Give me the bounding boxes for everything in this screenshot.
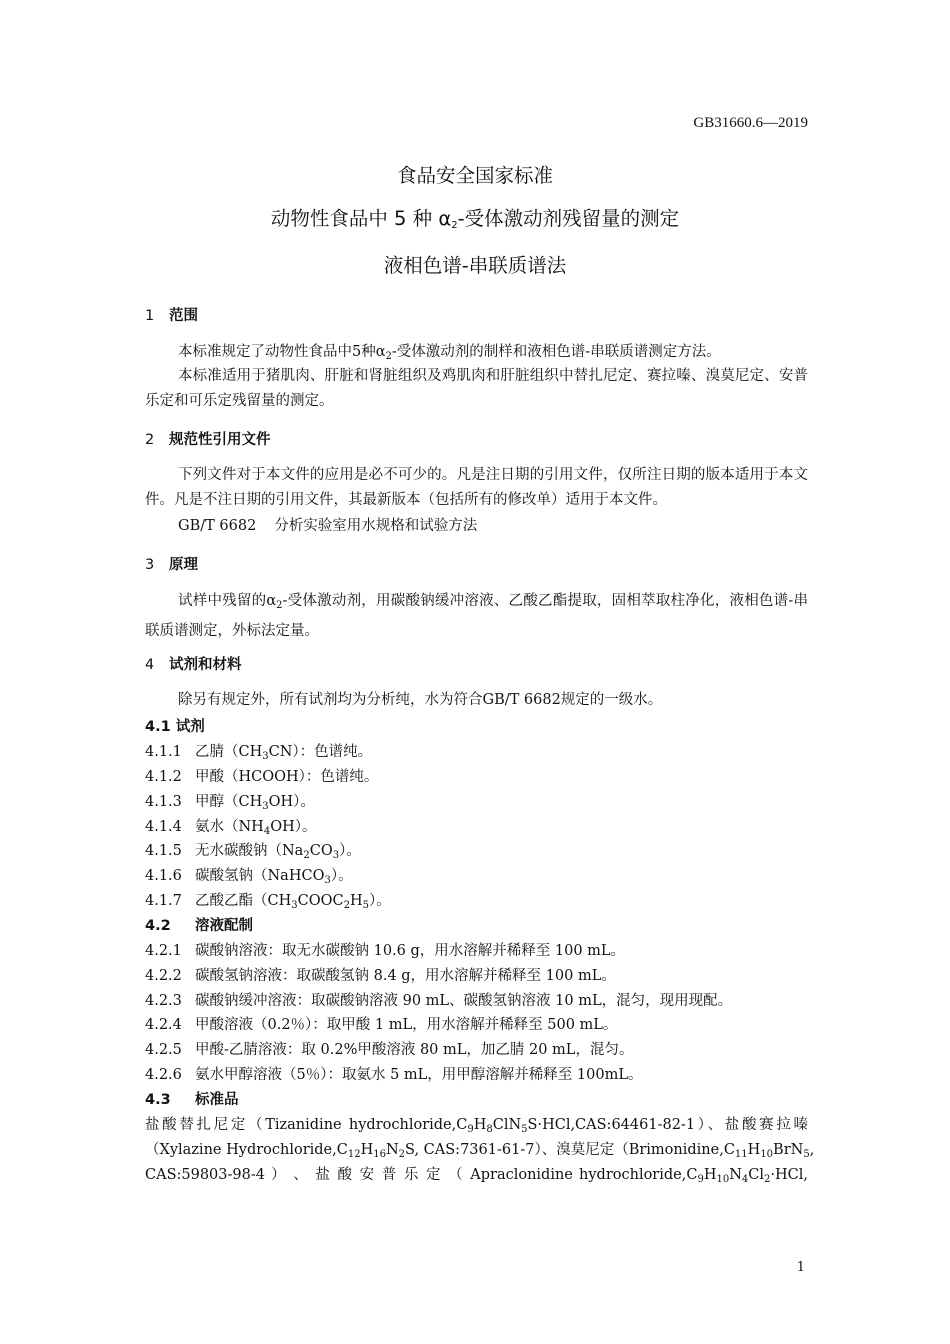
reagent-item-4-1-5: 4.1.5 无水碳酸钠$(Na_2CO_3)$。 xyxy=(145,843,361,861)
document-title-line3: 液相色谱-串联质谱法 xyxy=(383,254,567,277)
subsection-heading-4-2: 4.2 溶液配制 xyxy=(145,918,253,934)
standards-line-1: 盐酸替扎尼定（Tizanidine $hydrochloride,C_9H_8ClN_5S\cdot HCl,CAS:64461-82-1$）、盐酸赛拉嗪 xyxy=(145,1117,808,1135)
reagent-item-4-1-6: 4.1.6 碳酸氢钠（NaHCO$_3$）。 xyxy=(145,868,353,886)
reagent-item-4-1-2: 4.1.2 甲酸（HCOOH）：色谱纯。 xyxy=(145,769,379,785)
reagent-item-4-1-1: 4.1.1 乙腈$(CH_3CN)$：色谱纯。 xyxy=(145,744,373,762)
reagent-item-4-1-7: 4.1.7 乙酸乙酯$(CH_3COOC_2H_5)$。 xyxy=(145,893,391,911)
standards-line-3: CAS:59803-98-4 ） 、 盐 酸 安 普 乐 定 （ Apraclonidine $hydrochloride,C_9H_{10}N_4Cl_2\cdot HCl$, xyxy=(145,1167,808,1185)
principle-paragraph: 试样中残留的$\alpha_2-$受体激动剂，用碳酸钠缓冲溶液、乙酸乙酯提取，固相萃取柱净化，液相色谱-串联质谱测定，外标法定量。 xyxy=(145,593,808,639)
subsection-heading-4-1: 4.1 试剂 xyxy=(145,719,205,735)
reagent-item-4-1-4: 4.1.4 氨水$(NH_4OH)$。 xyxy=(145,819,317,837)
page-number: 1 xyxy=(796,1260,805,1275)
document-title-line2: 动物性食品中 5 种 $\alpha_2-$受体激动剂残留量的测定 xyxy=(270,207,680,231)
section-heading-scope: 1 范围 xyxy=(145,308,198,324)
solution-item-4-2-6: 4.2.6 氨水甲醇溶液（5％）：取氨水 5 mL，用甲醇溶解并稀释至 100mL。 xyxy=(145,1067,643,1083)
normative-paragraph: 下列文件对于本文件的应用是必不可少的。凡是注日期的引用文件，仅所注日期的版本适用于本文件。凡是不注日期的引用文件，其最新版本（包括所有的修改单）适用于本文件。 xyxy=(145,467,808,508)
section-heading-principle: 3 原理 xyxy=(145,557,198,573)
scope-paragraph-1: 本标准规定了动物性食品中5种$\alpha_2-$受体激动剂的制样和液相色谱-串联质谱测定方法。 xyxy=(178,344,721,362)
solution-item-4-2-4: 4.2.4 甲酸溶液（0.2％）：取甲酸 1 mL，用水溶解并稀释至 500 mL。 xyxy=(145,1017,618,1033)
standard-number: GB31660.6—2019 xyxy=(693,115,808,131)
solution-item-4-2-3: 4.2.3 碳酸钠缓冲溶液：取碳酸钠溶液 90 mL、碳酸氢钠溶液 10 mL，混匀，现用现配。 xyxy=(145,993,733,1009)
reagents-intro: 除另有规定外，所有试剂均为分析纯，水为符合GB/T 6682规定的一级水。 xyxy=(178,692,663,708)
solution-item-4-2-1: 4.2.1 碳酸钠溶液：取无水碳酸钠 10.6 g，用水溶解并稀释至 100 mL。 xyxy=(145,943,626,959)
section-heading-normative-references: 2 规范性引用文件 xyxy=(145,432,271,448)
scope-paragraph-2: 本标准适用于猪肌肉、肝脏和肾脏组织及鸡肌肉和肝脏组织中替扎尼定、赛拉嗪、溴莫尼定、安普乐定和可乐定残留量的测定。 xyxy=(145,368,808,409)
solution-item-4-2-2: 4.2.2 碳酸氢钠溶液：取碳酸氢钠 8.4 g，用水溶解并稀释至 100 mL。 xyxy=(145,968,616,984)
standards-line-2: （Xylazine $Hydrochloride,C_{12}H_{16}N_2S$, CAS:7361-61-7）、溴莫尼定（$Brimonidine,C_{11}H_{10}BrN_5$, xyxy=(145,1142,815,1160)
reagent-item-4-1-3: 4.1.3 甲醇$(CH_3OH)$。 xyxy=(145,794,315,812)
section-heading-reagents: 4 试剂和材料 xyxy=(145,657,242,673)
normative-reference: GB/T 6682 分析实验室用水规格和试验方法 xyxy=(178,518,478,534)
solution-item-4-2-5: 4.2.5 甲酸-乙腈溶液：取 0.2%甲酸溶液 80 mL，加乙腈 20 mL，混匀。 xyxy=(145,1042,634,1058)
document-title-line1: 食品安全国家标准 xyxy=(396,164,553,187)
subsection-heading-4-3: 4.3 标准品 xyxy=(145,1092,239,1108)
